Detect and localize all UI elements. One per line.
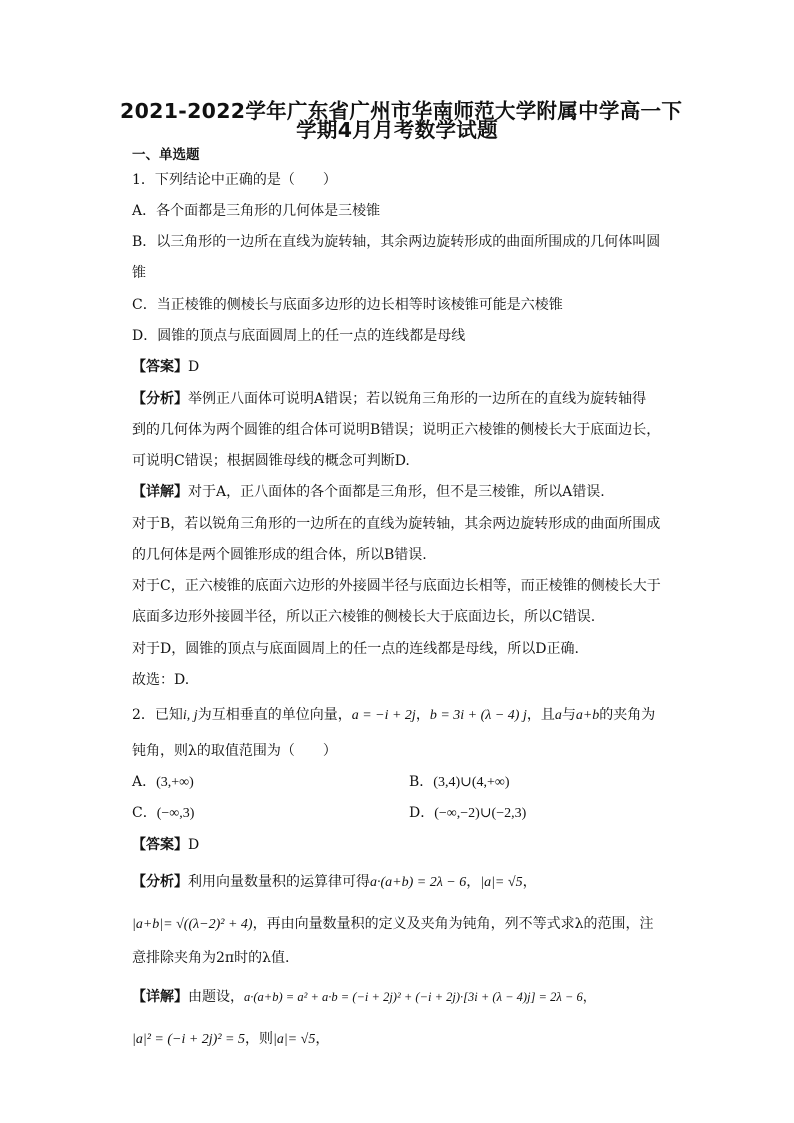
option-value: (−∞,3) xyxy=(156,806,195,821)
q2-analysis-line1 xyxy=(132,872,537,893)
q1-stem: 1．下列结论中正确的是（ ） xyxy=(132,172,337,188)
q1-detail-line4: 对于C，正六棱锥的底面六边形的外接圆半径与底面边长相等，而正棱锥的侧棱长大于 xyxy=(132,578,661,594)
section-heading: 一、单选题 xyxy=(132,147,200,163)
analysis-tag: 【分析】 xyxy=(132,391,188,407)
page-title-line1: 2021-2022学年广东省广州市华南师范大学附属中学高一下 xyxy=(120,99,683,123)
analysis-tag: 【分析】 xyxy=(132,874,188,890)
analysis-math: |a|= √5 xyxy=(480,875,523,890)
q1-analysis-line2: 到的几何体为两个圆锥的组合体可说明B错误；说明正六棱锥的侧棱长大于底面边长， xyxy=(132,422,661,438)
q2-stem-part: 与 xyxy=(561,707,576,723)
q2-math-a: a = −i + 2j xyxy=(351,708,416,723)
page-title-line2 xyxy=(120,113,674,143)
option-value: (3,4)∪(4,+∞) xyxy=(433,775,510,790)
q1-option-b-line1: B．以三角形的一边所在直线为旋转轴，其余两边旋转形成的曲面所围成的几何体叫圆 xyxy=(132,234,661,250)
q2-stem-line1 xyxy=(132,705,655,726)
detail-text: 对于A，正八面体的各个面都是三角形，但不是三棱锥，所以A错误. xyxy=(188,484,605,500)
q2-detail-line1 xyxy=(132,987,596,1008)
answer-tag: 【答案】 xyxy=(132,359,188,375)
q2-answer xyxy=(132,835,199,855)
q2-math-ab: a+b xyxy=(575,708,600,723)
q2-stem-part: ，且 xyxy=(526,707,555,723)
analysis-math: |a+b|= √((λ−2)² + 4) xyxy=(132,917,253,932)
q1-answer xyxy=(132,357,199,377)
detail-tag: 【详解】 xyxy=(132,484,188,500)
analysis-text: 利用向量数量积的运算律可得 xyxy=(188,874,370,890)
q1-option-a: A．各个面都是三角形的几何体是三棱锥 xyxy=(132,203,381,219)
option-value: (3,+∞) xyxy=(156,775,194,790)
page-title-text2: 学期4月月考数学试题 xyxy=(296,118,498,142)
analysis-text: ，再由向量数量积的定义及夹角为钝角，列不等式求λ的范围，注 xyxy=(252,916,654,932)
detail-text: 由题设， xyxy=(188,989,244,1005)
option-label: A． xyxy=(132,774,157,790)
analysis-text: 举例正八面体可说明A错误；若以锐角三角形的一边所在的直线为旋转轴得 xyxy=(188,391,647,407)
q1-detail-line6: 对于D，圆锥的顶点与底面圆周上的任一点的连线都是母线，所以D正确. xyxy=(132,641,579,657)
q1-option-c: C．当正棱锥的侧棱长与底面多边形的边长相等时该棱锥可能是六棱锥 xyxy=(132,297,563,313)
q2-math-a2: a xyxy=(554,708,562,723)
option-label: C． xyxy=(132,805,157,821)
q1-choose: 故选：D. xyxy=(132,672,190,688)
option-value: (−∞,−2)∪(−2,3) xyxy=(434,806,527,821)
q2-analysis-line3: 意排除夹角为2π时的λ值. xyxy=(132,950,290,966)
detail-text: ， xyxy=(582,990,596,1005)
detail-tag: 【详解】 xyxy=(132,989,188,1005)
option-label: B． xyxy=(409,774,434,790)
q2-math-ij: i, j xyxy=(182,708,198,723)
detail-math: |a|² = (−i + 2j)² = 5 xyxy=(132,1032,245,1047)
q1-option-b-line2: 锥 xyxy=(132,265,146,281)
answer-tag: 【答案】 xyxy=(132,837,188,853)
q2-stem-line2: 钝角，则λ的取值范围为（ ） xyxy=(132,743,337,759)
detail-text: ，则 xyxy=(244,1031,273,1047)
q2-stem-part: ， xyxy=(415,707,430,723)
answer-value: D xyxy=(188,359,200,375)
q1-detail-line3: 的几何体是两个圆锥形成的组合体，所以B错误. xyxy=(132,547,427,563)
q2-option-d xyxy=(409,803,526,824)
analysis-text: ， xyxy=(522,874,537,890)
q1-analysis-line1 xyxy=(132,389,646,409)
q1-detail-line1 xyxy=(132,482,605,502)
q2-option-a xyxy=(132,772,194,793)
analysis-math: a·(a+b) = 2λ − 6 xyxy=(370,875,467,890)
detail-text: ， xyxy=(315,1031,330,1047)
q2-option-b xyxy=(409,772,510,793)
q2-detail-line2 xyxy=(132,1029,329,1050)
q2-math-b: b = 3i + (λ − 4) j xyxy=(429,708,527,723)
q2-option-c xyxy=(132,803,194,824)
q1-option-d: D．圆锥的顶点与底面圆周上的任一点的连线都是母线 xyxy=(132,328,466,344)
q1-detail-line5: 底面多边形外接圆半径，所以正六棱锥的侧棱长大于底面边长，所以C错误. xyxy=(132,609,596,625)
q2-stem-part: 为互相垂直的单位向量， xyxy=(197,707,352,723)
detail-math: a·(a+b) = a² + a·b = (−i + 2j)² + (−i + 2j)·[3i + (λ − 4)j] = 2λ − 6 xyxy=(244,990,583,1004)
q2-stem-part: 2．已知 xyxy=(132,707,183,723)
option-label: D． xyxy=(409,805,435,821)
detail-math: |a|= √5 xyxy=(272,1032,316,1047)
q1-analysis-line3: 可说明C错误；根据圆锥母线的概念可判断D. xyxy=(132,453,410,469)
answer-value: D xyxy=(188,837,200,853)
q2-stem-part: 的夹角为 xyxy=(599,707,656,723)
q2-analysis-line2 xyxy=(132,914,653,935)
q1-detail-line2: 对于B，若以锐角三角形的一边所在的直线为旋转轴，其余两边旋转形成的曲面所围成 xyxy=(132,516,661,532)
analysis-text: ， xyxy=(466,874,481,890)
